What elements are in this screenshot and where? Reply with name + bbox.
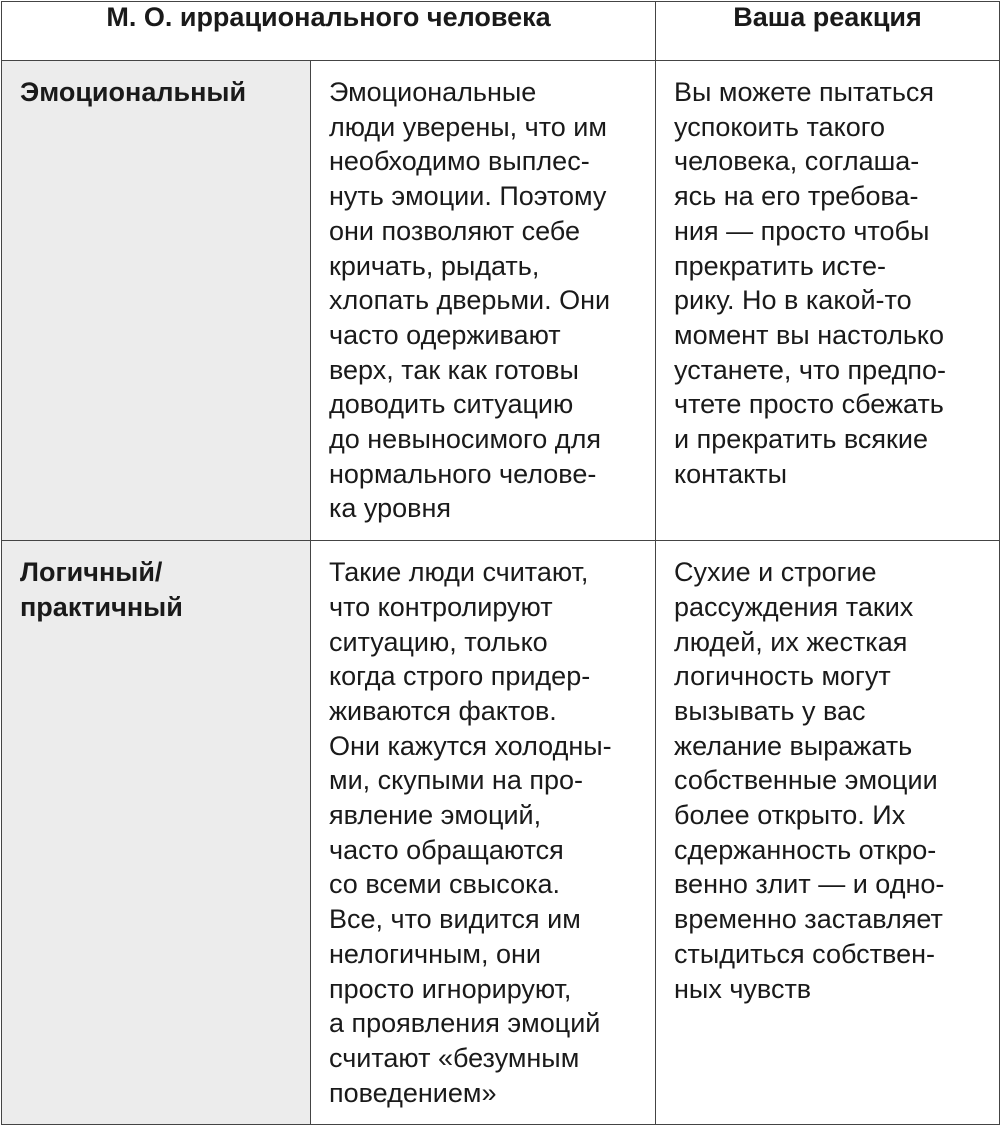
- table-row: [2, 541, 1000, 1125]
- row-reaction: Вы можете пытаться успокоить такого человека, соглаша- ясь на его требова- ния — просто чтобы прекратить исте- рику. Но в какой-то момент вы настолько устанете, что предпо- чтете просто сбежать и прекратить всякие контакты: [656, 61, 1000, 541]
- row-type-label: Логичный/ практичный: [2, 541, 311, 1125]
- header-mo: М. О. иррационального человека: [2, 2, 656, 61]
- row-description: Эмоциональные люди уверены, что им необходимо выплес- нуть эмоции. Поэтому они позволяют себе кричать, рыдать, хлопать дверьми. Они часто одерживают верх, так как готовы доводить ситуацию до невыносимого для нормального челове- ка уровня: [311, 61, 656, 541]
- row-reaction: Сухие и строгие рассуждения таких людей, их жесткая логичность могут вызывать у вас желание выражать собственные эмоции более открыто. Их сдержанность откро- венно злит — и одно- временно заставляет стыдиться собствен- ных чувств: [656, 541, 1000, 1125]
- row-type-label: Эмоциональный: [2, 61, 311, 541]
- comparison-table: [1, 1, 1000, 1125]
- header-row: [2, 2, 1000, 61]
- row-description: Такие люди считают, что контролируют ситуацию, только когда строго придер- живаются фактов. Они кажутся холодны- ми, скупыми на про- явление эмоций, часто обращаются со всеми свысока. Все, что видится им нелогичным, они просто игнорируют, а проявления эмоций считают «безумным поведением»: [311, 541, 656, 1125]
- header-reaction: Ваша реакция: [656, 2, 1000, 61]
- table-row: [2, 61, 1000, 541]
